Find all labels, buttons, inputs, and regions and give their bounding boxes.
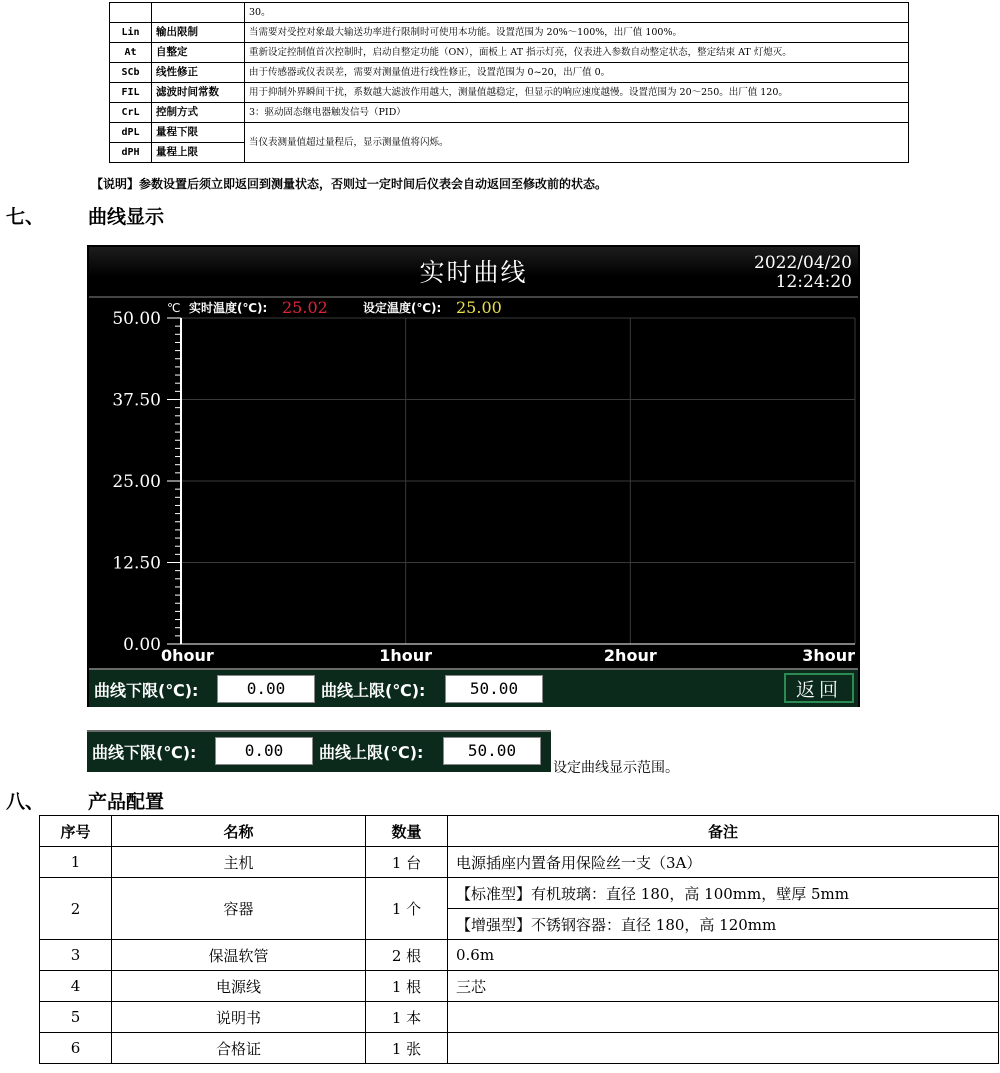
row-quantity: 1 台: [366, 847, 448, 878]
row-remark: 【标准型】有机玻璃：直径 180，高 100mm，壁厚 5mm: [448, 878, 999, 909]
upper-limit-input[interactable]: 50.00: [443, 737, 541, 765]
param-code: At: [110, 43, 152, 63]
param-code: SCb: [110, 63, 152, 83]
x-tick-label: 1hour: [379, 646, 433, 665]
row-number: 3: [40, 940, 112, 971]
lower-limit-input[interactable]: 0.00: [217, 675, 315, 703]
section-title: 曲线显示: [88, 206, 165, 228]
table-row: [40, 1033, 999, 1064]
row-name: 保温软管: [112, 940, 366, 971]
row-quantity: 2 根: [366, 940, 448, 971]
row-quantity: 1 本: [366, 1002, 448, 1033]
param-name: 控制方式: [152, 103, 245, 123]
row-remark: 电源插座内置备用保险丝一支（3A）: [448, 847, 999, 878]
lower-limit-label: 曲线下限(℃):: [94, 681, 199, 700]
x-tick-label: 3hour: [802, 646, 855, 665]
y-tick-label: 12.50: [112, 553, 161, 574]
product-table: [39, 815, 999, 1064]
strip-caption: 设定曲线显示范围。: [553, 760, 679, 776]
table-row: [110, 123, 909, 143]
row-remark: 0.6m: [448, 940, 999, 971]
row-name: 容器: [112, 878, 366, 940]
param-desc: 当需要对受控对象最大输送功率进行限制时可使用本功能。设置范围为 20%～100%，出厂值 100%。: [245, 23, 909, 43]
row-name: 合格证: [112, 1033, 366, 1064]
y-tick-label: 0.00: [123, 635, 161, 655]
param-name: 自整定: [152, 43, 245, 63]
column-header: 序号: [40, 816, 112, 847]
screen-footer: [89, 668, 858, 707]
param-name: 量程下限: [152, 123, 245, 143]
table-row: [40, 878, 999, 909]
row-quantity: 1 张: [366, 1033, 448, 1064]
parameter-table: [109, 2, 909, 163]
table-row: [110, 43, 909, 63]
param-name: 输出限制: [152, 23, 245, 43]
table-row: [110, 63, 909, 83]
param-code: FIL: [110, 83, 152, 103]
temperature-chart: [87, 296, 860, 668]
upper-limit-label: 曲线上限(℃):: [321, 681, 426, 700]
lower-limit-input[interactable]: 0.00: [215, 737, 313, 765]
param-desc: 重新设定控制值首次控制时，启动自整定功能（ON），面板上 AT 指示灯亮，仪表进入参数自动整定状态，整定结束 AT 灯熄灭。: [245, 43, 909, 63]
column-header: 备注: [448, 816, 999, 847]
curve-screen: [87, 245, 860, 707]
row-number: 5: [40, 1002, 112, 1033]
row-name: 电源线: [112, 971, 366, 1002]
row-number: 1: [40, 847, 112, 878]
screen-title: 实时曲线: [419, 258, 528, 287]
param-name: [152, 3, 245, 23]
row-remark: 三芯: [448, 971, 999, 1002]
param-desc: 3：驱动固态继电器触发信号（PID）: [245, 103, 909, 123]
upper-limit-input[interactable]: 50.00: [445, 675, 543, 703]
section-title: 产品配置: [88, 791, 165, 813]
param-code: CrL: [110, 103, 152, 123]
lower-limit-label: 曲线下限(℃):: [92, 743, 197, 762]
table-row: [110, 103, 909, 123]
param-code: dPL: [110, 123, 152, 143]
x-tick-label: 2hour: [603, 646, 657, 665]
param-name: 量程上限: [152, 143, 245, 163]
screen-date: 2022/04/20: [754, 253, 852, 273]
section-number: 八、: [6, 791, 45, 813]
settings-note: 【说明】参数设置后须立即返回到测量状态，否则过一定时间后仪表会自动返回至修改前的状态。: [91, 177, 608, 191]
y-tick-label: 50.00: [112, 309, 161, 329]
param-desc: 由于传感器或仪表误差，需要对测量值进行线性修正，设置范围为 0~20，出厂值 0。: [245, 63, 909, 83]
table-row: [40, 971, 999, 1002]
row-remark: [448, 1033, 999, 1064]
param-desc: 用于抑制外界瞬间干扰，系数越大滤波作用越大，测量值越稳定，但显示的响应速度越慢。设置范围为 20～250。出厂值 120。: [245, 83, 909, 103]
row-remark: [448, 1002, 999, 1033]
x-tick-label: 0hour: [161, 646, 214, 665]
table-row: [110, 83, 909, 103]
table-header-row: [40, 816, 999, 847]
y-tick-label: 25.00: [112, 472, 161, 492]
table-row: [110, 3, 909, 23]
y-tick-label: 37.50: [112, 390, 161, 411]
row-number: 2: [40, 878, 112, 940]
row-name: 说明书: [112, 1002, 366, 1033]
row-remark: 【增强型】不锈钢容器：直径 180，高 120mm: [448, 909, 999, 940]
row-number: 4: [40, 971, 112, 1002]
param-code: [110, 3, 152, 23]
param-code: dPH: [110, 143, 152, 163]
legend-value: 25.00: [456, 298, 502, 317]
legend-label: 设定温度(℃):: [363, 301, 442, 315]
column-header: 名称: [112, 816, 366, 847]
legend-label: 实时温度(℃):: [189, 301, 268, 315]
screen-time: 12:24:20: [775, 272, 852, 292]
param-name: 滤波时间常数: [152, 83, 245, 103]
back-button[interactable]: 返回: [784, 673, 854, 703]
row-number: 6: [40, 1033, 112, 1064]
y-unit-label: ℃: [167, 301, 181, 315]
param-code: Lin: [110, 23, 152, 43]
legend-value: 25.02: [282, 298, 328, 317]
table-row: [40, 847, 999, 878]
column-header: 数量: [366, 816, 448, 847]
row-name: 主机: [112, 847, 366, 878]
section-number: 七、: [6, 206, 45, 228]
upper-limit-label: 曲线上限(℃):: [319, 743, 424, 762]
screen-header: [89, 247, 858, 298]
param-desc: 30。: [245, 3, 909, 23]
table-row: [40, 940, 999, 971]
param-name: 线性修正: [152, 63, 245, 83]
table-row: [40, 1002, 999, 1033]
row-quantity: 1 根: [366, 971, 448, 1002]
table-row: [110, 23, 909, 43]
row-quantity: 1 个: [366, 878, 448, 940]
limit-strip: [87, 730, 551, 772]
param-desc: 当仪表测量值超过量程后，显示测量值将闪烁。: [245, 123, 909, 163]
